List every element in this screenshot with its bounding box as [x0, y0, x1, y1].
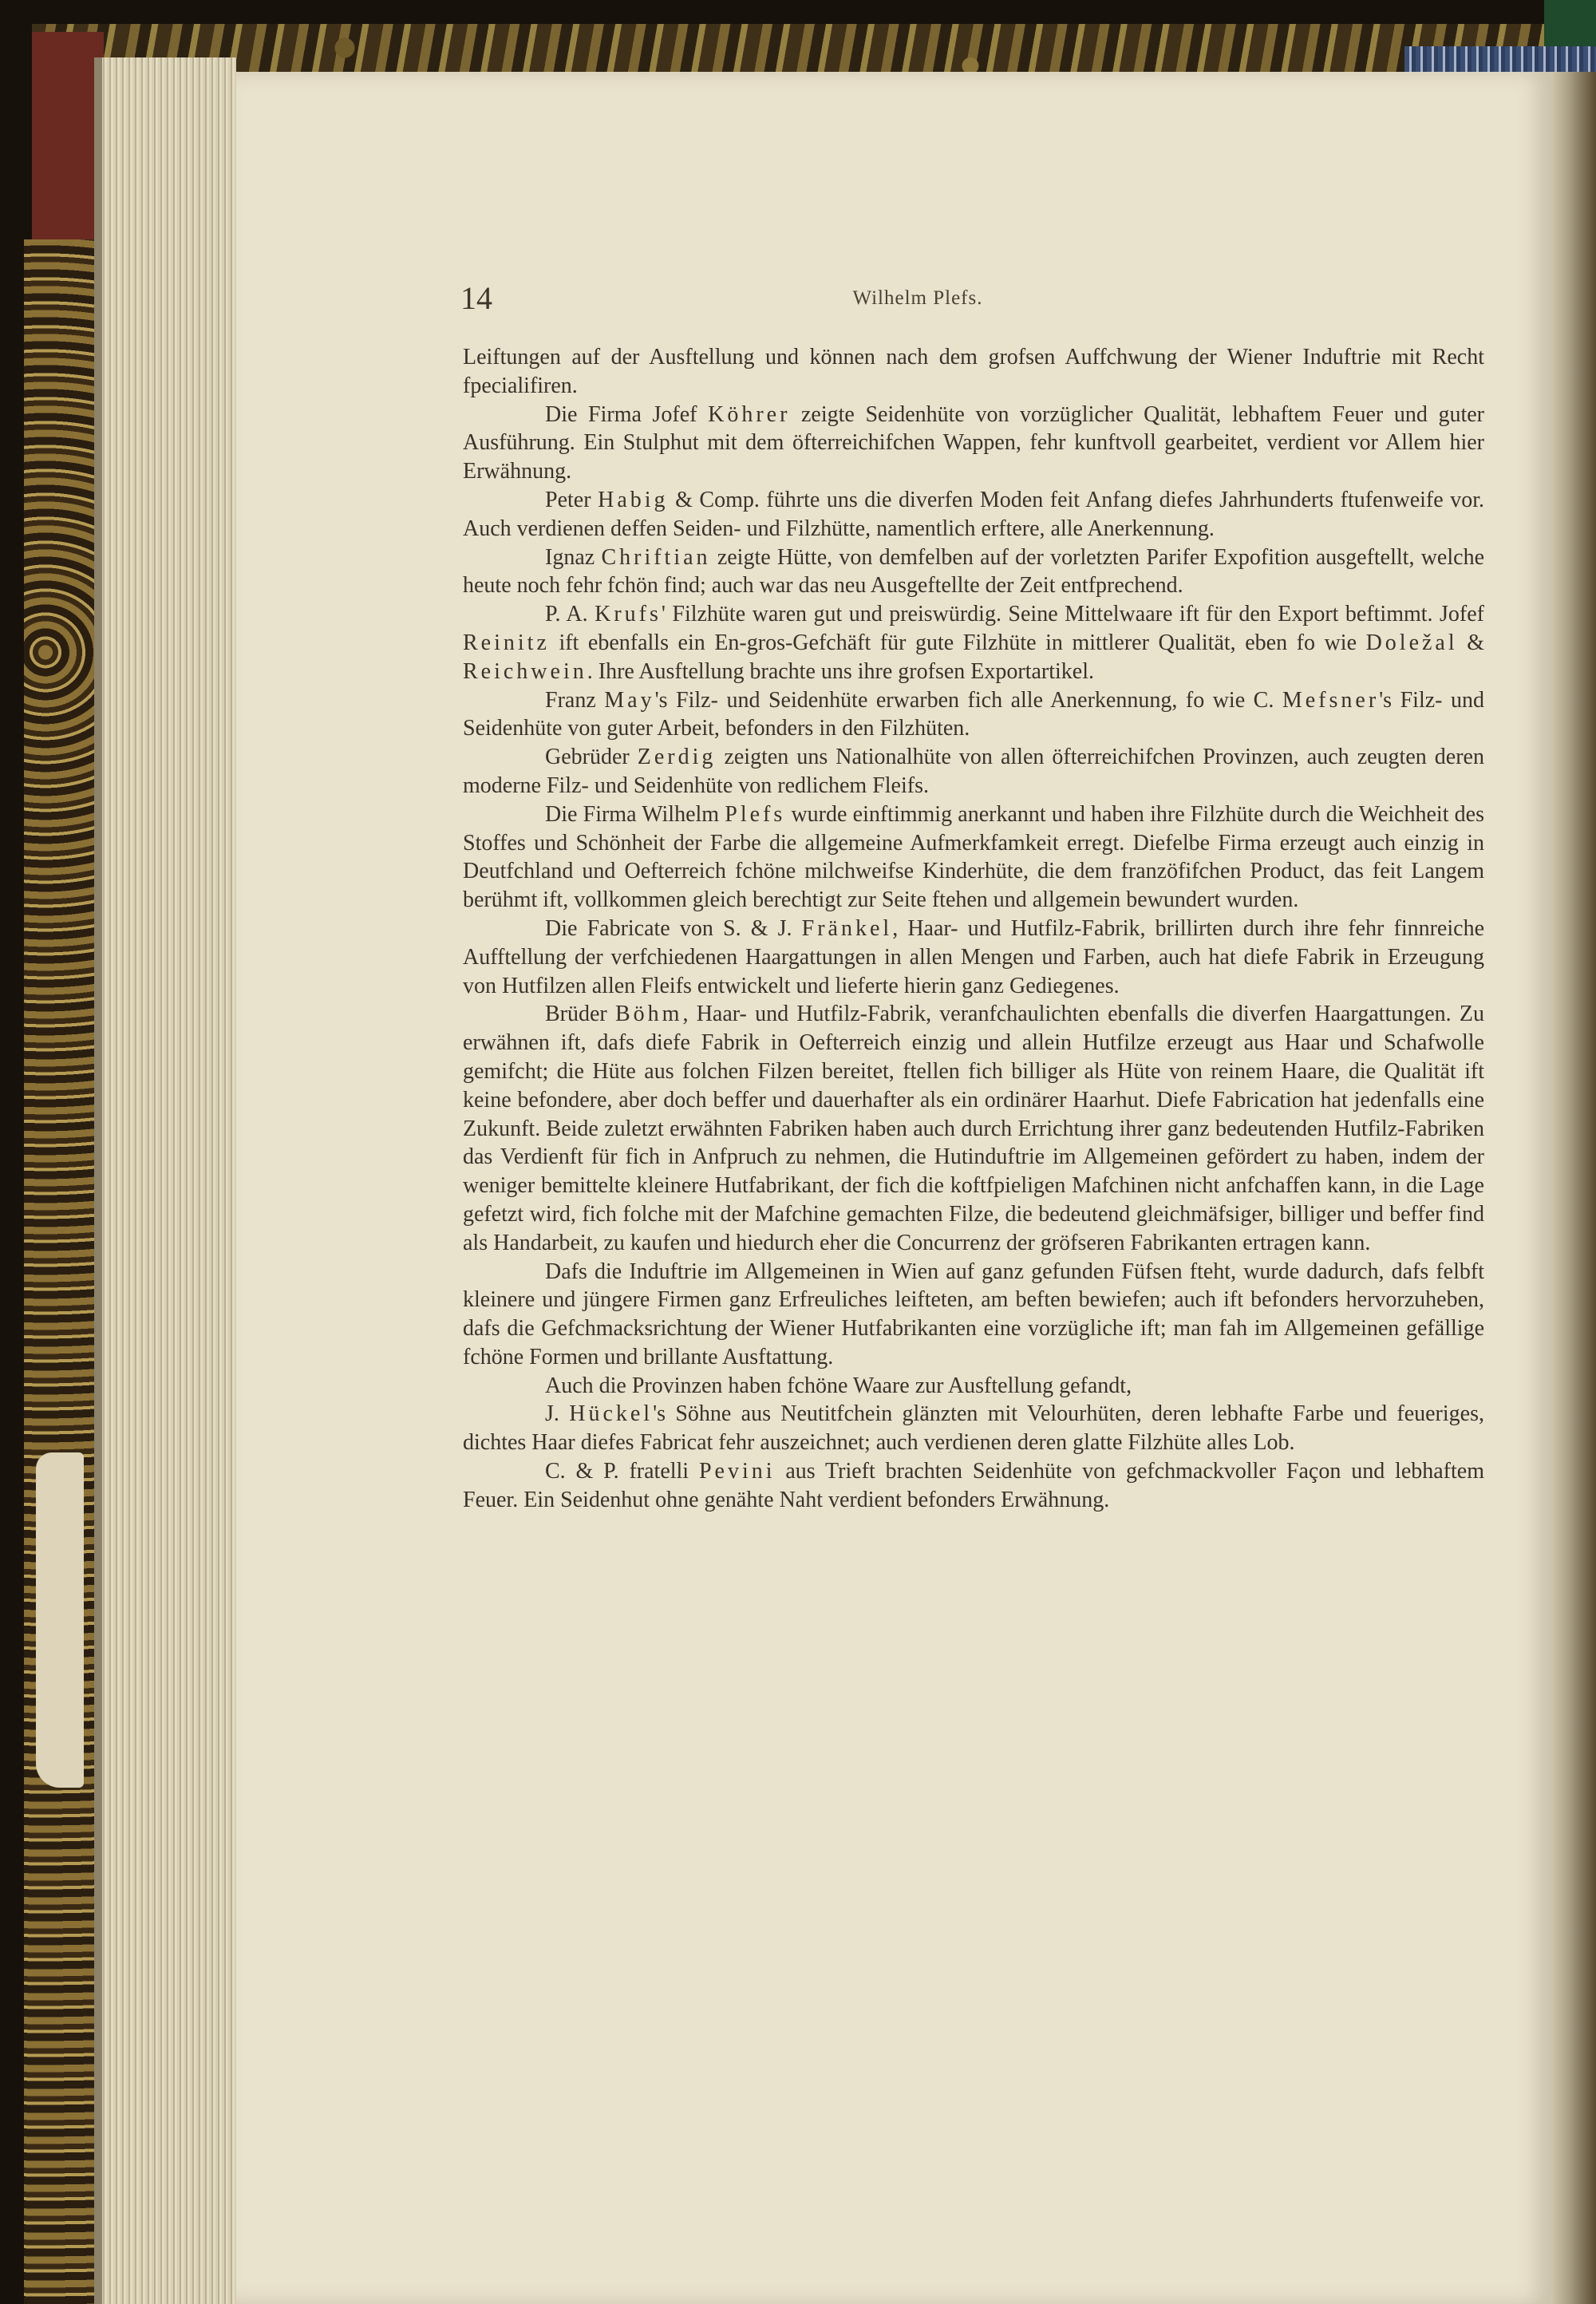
paragraph — [463, 1372, 1484, 1401]
text-run: Die Firma Jofef — [545, 401, 709, 427]
marbled-left-edge — [24, 239, 96, 2304]
text-run: Franz — [545, 687, 605, 713]
paragraph — [463, 686, 1484, 744]
spaced-name: Pevini — [698, 1459, 776, 1484]
body-text — [463, 343, 1484, 1515]
text-run: zeigte Seidenhüte von vorzüglicher Qualität, lebhaftem Feuer und guter Ausführung. Ein Stulphut mit dem öfterreichifchen Wappen, fehr kunftvoll gearbeitet, verdient vor Allem hier Erwähnung. — [463, 401, 1484, 484]
spaced-name: Mefsner — [1282, 687, 1380, 713]
text-run: J. — [545, 1401, 570, 1427]
headband-strip — [1404, 46, 1596, 73]
text-run: . Ihre Ausftellung brachte uns ihre grofsen Exportartikel. — [587, 658, 1094, 684]
paragraph — [463, 1000, 1484, 1257]
paragraph — [463, 800, 1484, 915]
spaced-name: May — [604, 687, 655, 713]
bookmark-ribbon — [1544, 0, 1596, 48]
text-run: aus Trieft brachten Seidenhüte von gefchmackvoller Façon und lebhaftem Feuer. Ein Seidenhut ohne genähte Naht verdient befonders Erwähnung. — [463, 1459, 1484, 1512]
paragraph — [463, 401, 1484, 486]
spaced-name: Krufs — [595, 602, 662, 627]
paragraph — [463, 600, 1484, 686]
spaced-name: Reichwein — [463, 658, 587, 684]
running-head: Wilhelm Plefs. — [852, 287, 983, 309]
paragraph — [463, 915, 1484, 1000]
spaced-name: Fränkel — [801, 915, 893, 941]
page-edges-shadow — [94, 57, 102, 2304]
spaced-name: Hückel — [569, 1401, 654, 1427]
text-run: P. A. — [545, 602, 595, 627]
spaced-name: Doležal — [1365, 630, 1458, 655]
text-run: ' Filzhüte waren gut und preiswürdig. Seine Mittelwaare ift für den Export beftimmt. Jofef — [661, 602, 1484, 627]
text-run: , Haar- und Hutfilz-Fabrik, brillirten durch ihre fehr finnreiche Aufftellung der verfchiedenen Haargattungen in allen Mengen und Farben, auch hat diefe Fabrik in Erzeugung von Hutfilzen allen Fleifs entwickelt und lieferte hierin ganz Gediegenes. — [463, 915, 1484, 998]
text-run: & Comp. führte uns die diverfen Moden feit Anfang diefes Jahrhunderts ftufenweife vor. Auch verdienen deffen Seiden- und Filzhütte, namentlich erftere, alle Anerkennung. — [463, 487, 1484, 541]
text-run: Ignaz — [545, 544, 602, 570]
page-number: 14 — [460, 280, 492, 316]
text-run: zeigten uns Nationalhüte von allen öfterreichifchen Provinzen, auch zeugten deren moderne Filz- und Seidenhüte von redlichem Fleifs. — [463, 745, 1484, 798]
paragraph — [463, 543, 1484, 601]
text-run: zeigte Hütte, von demfelben auf der vorletzten Parifer Expofition ausgeftellt, welche heute noch fehr fchön find; auch war das neu Ausgeftellte der Zeit entfprechend. — [463, 544, 1484, 599]
text-run: Brüder — [545, 1002, 615, 1027]
paragraph — [463, 486, 1484, 543]
text-run: 's Filz- und Seidenhüte von guter Arbeit, befonders in den Filzhüten. — [463, 687, 1484, 741]
paragraph — [463, 1400, 1484, 1457]
text-run: wurde einftimmig anerkannt und haben ihre Filzhüte durch die Weichheit des Stoffes und Schönheit der Farbe die allgemeine Aufmerkfamkeit erregt. Diefelbe Firma erzeugt auch einzig in Deutfchland und Oefterreich fchöne milchweifse Kinderhüte, die dem franzöfifchen Product, das feit Langem berühmt ift, vollkommen gleich berechtigt zur Seite ftehen und allgemein bewundert wurden. — [463, 801, 1484, 913]
text-run: C. & P. fratelli — [545, 1459, 699, 1484]
text-run: 's Söhne aus Neutitfchein glänzten mit Velourhüten, deren lebhafte Farbe und feueriges, dichtes Haar diefes Fabricat fehr auszeichnet; auch verdienen deren glatte Filzhüte alles Lob. — [463, 1401, 1484, 1456]
text-run: & — [1457, 630, 1484, 655]
spaced-name: Habig — [598, 487, 669, 512]
paragraph — [463, 743, 1484, 800]
text-run: Peter — [545, 487, 598, 512]
spaced-name: Reinitz — [463, 630, 550, 655]
text-run: Die Firma Wilhelm — [545, 801, 725, 827]
text-run: 's Filz- und Seidenhüte erwarben fich alle Anerkennung, fo wie C. — [654, 687, 1282, 713]
text-run: Dafs die Induftrie im Allgemeinen in Wien auf ganz gefunden Füfsen fteht, wurde dadurch, dafs felbft kleinere und jüngere Firmen ganz Erfreuliches leifteten, am beften bewiefen; auch ift befonders hervorzuheben, dafs die Gefchmacksrichtung der Wiener Hutfabrikanten eine vorzügliche ift; man fah im Allgemeinen gefällige fchöne Formen und brillante Ausftattung. — [463, 1259, 1484, 1369]
spaced-name: Plefs — [725, 801, 786, 827]
spaced-name: Chriftian — [601, 544, 711, 570]
paragraph — [463, 343, 1484, 401]
spaced-name: Böhm — [615, 1002, 683, 1027]
torn-page-flap — [36, 1452, 84, 1788]
text-run: ift ebenfalls ein En-gros-Gefchäft für gute Filzhüte in mittlerer Qualität, eben fo wie — [549, 630, 1366, 655]
book-cover-spine — [32, 32, 104, 255]
text-run: Leiftungen auf der Ausftellung und können nach dem grofsen Auffchwung der Wiener Induftrie mit Recht fpecialifiren. — [463, 345, 1484, 398]
text-run: Auch die Provinzen haben fchöne Waare zur Ausftellung gefandt, — [545, 1373, 1132, 1398]
facing-page-edge — [1551, 72, 1596, 2304]
paragraph — [463, 1258, 1484, 1372]
spaced-name: Köhrer — [708, 401, 791, 427]
paragraph — [463, 1457, 1484, 1515]
text-run: , Haar- und Hutfilz-Fabrik, veranfchaulichten ebenfalls die diverfen Haargattungen. Zu erwähnen ift, dafs diefe Fabrik in Oefterreich einzig und allein Hutfilze erzeugt aus Haar und Schafwolle gemifcht; die Hüte aus folchen Filzen bereitet, ftellen fich billiger als Hüte von reinem Haare, die Qualität ift keine befondere, aber doch beffer und dauerhafter als ein ordinärer Haarhut. Diefe Fabrication hat jedenfalls eine Zukunft. Beide zuletzt erwähnten Fabriken haben auch durch Errichtung ihrer ganz bedeutenden Hutfilz-Fabriken das Verdienft für fich in Anfpruch zu nehmen, die Hutinduftrie im Allgemeinen gefördert zu haben, indem der weniger bemittelte kleinere Hutfabrikant, der fich die koftfpieligen Mafchinen nicht anfchaffen kann, in die Lage gefetzt wird, fich folche mit der Mafchine gemachten Filze, die bedeutend gleichmäfsiger, billiger und beffer find als Handarbeit, zu kaufen und hiedurch eher die Concurrenz der gröfseren Fabrikanten ertragen kann. — [463, 1002, 1484, 1255]
page-edges-stack — [94, 57, 236, 2304]
spaced-name: Zerdig — [637, 745, 717, 770]
text-run: Gebrüder — [545, 745, 638, 770]
text-run: Die Fabricate von S. & J. — [545, 915, 802, 941]
